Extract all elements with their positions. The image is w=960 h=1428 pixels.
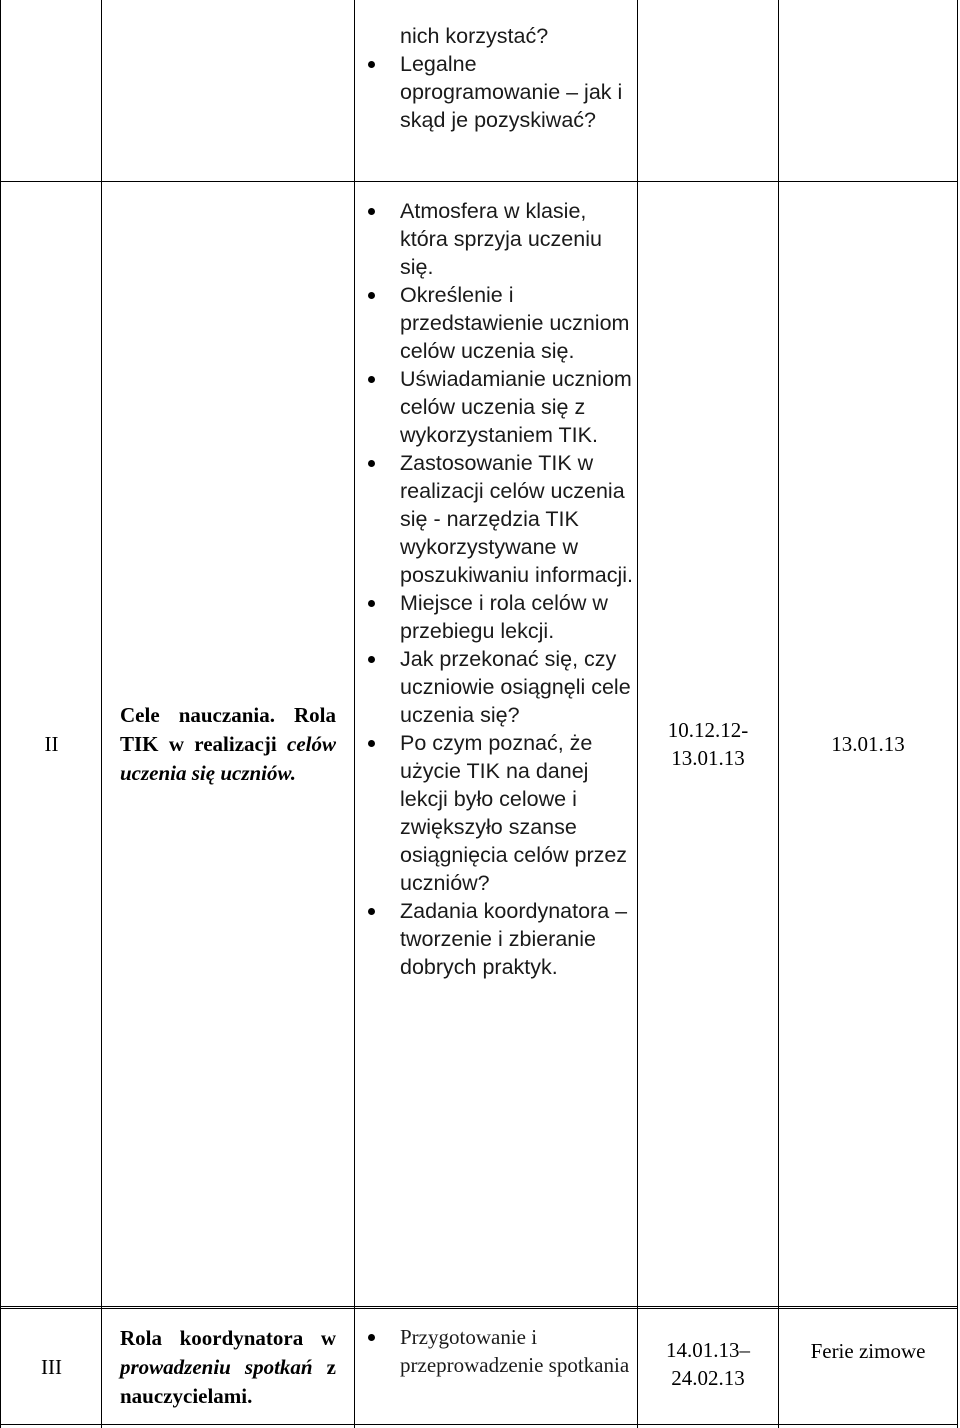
list-item: Uświadamianie uczniom celów uczenia się z wykorzystaniem TIK. (354, 365, 637, 449)
topic-text: Cele nauczania. Rola TIK w realizacji celów uczenia się uczniów. (120, 702, 336, 785)
bullet-icon (368, 740, 375, 747)
table-border-left (0, 0, 1, 1428)
table-border-right (957, 0, 958, 1428)
row-divider (0, 1308, 958, 1309)
dates-start: 10.12.12- (667, 718, 749, 742)
table-row (354, 1323, 637, 1379)
list-item: Zastosowanie TIK w realizacji celów uczenia się - narzędzia TIK wykorzystywane w poszukiwaniu informacji. (354, 449, 637, 589)
dates-start: 14.01.13– (666, 1338, 750, 1362)
row-divider (0, 1306, 958, 1307)
topic-text: Rola koordynatora w prowadzeniu spotkań z nauczycielami. (120, 1326, 336, 1408)
list-item: Po czym poznać, że użycie TIK na danej lekcji było celowe i zwiększyło szanse osiągnięcia celów przez uczniów? (354, 729, 637, 897)
list-item: Określenie i przedstawienie uczniom celów uczenia się. (354, 281, 637, 365)
bullet-icon (368, 656, 375, 663)
list-item: nich korzystać? (400, 24, 549, 48)
list-item: Jak przekonać się, czy uczniowie osiągnęli cele uczenia się? (354, 645, 637, 729)
topic-cell (102, 1324, 354, 1411)
list-item: Miejsce i rola celów w przebiegu lekcji. (354, 589, 637, 645)
topic-cell (102, 182, 354, 1306)
row-number: III (41, 1354, 62, 1379)
bullet-icon (368, 460, 375, 467)
list-item: Zadania koordynatora – tworzenie i zbieranie dobrych praktyk. (354, 897, 637, 981)
dates-end: 13.01.13 (671, 746, 745, 770)
deadline-cell: Ferie zimowe (810, 1339, 926, 1363)
list-item: Legalne oprogramowanie – jak i skąd je pozyskiwać? (354, 50, 637, 134)
table-border-bottom (0, 1424, 958, 1425)
bullet-icon (368, 376, 375, 383)
dates-cell (638, 182, 778, 1306)
bullet-icon (368, 1334, 375, 1341)
list-item: Przygotowanie i przeprowadzenie spotkania (354, 1323, 637, 1379)
bullet-icon (368, 292, 375, 299)
table-row (354, 197, 637, 981)
bullet-icon (368, 61, 375, 68)
dates-end: 24.02.13 (671, 1366, 745, 1390)
deadline-cell: 13.01.13 (831, 732, 905, 756)
bullet-icon (368, 208, 375, 215)
table-row (354, 22, 637, 134)
bullet-icon (368, 600, 375, 607)
list-item: Atmosfera w klasie, która sprzyja uczeniu się. (354, 197, 637, 281)
bullet-icon (368, 908, 375, 915)
dates-cell (638, 1336, 778, 1392)
row-number: II (44, 732, 59, 756)
